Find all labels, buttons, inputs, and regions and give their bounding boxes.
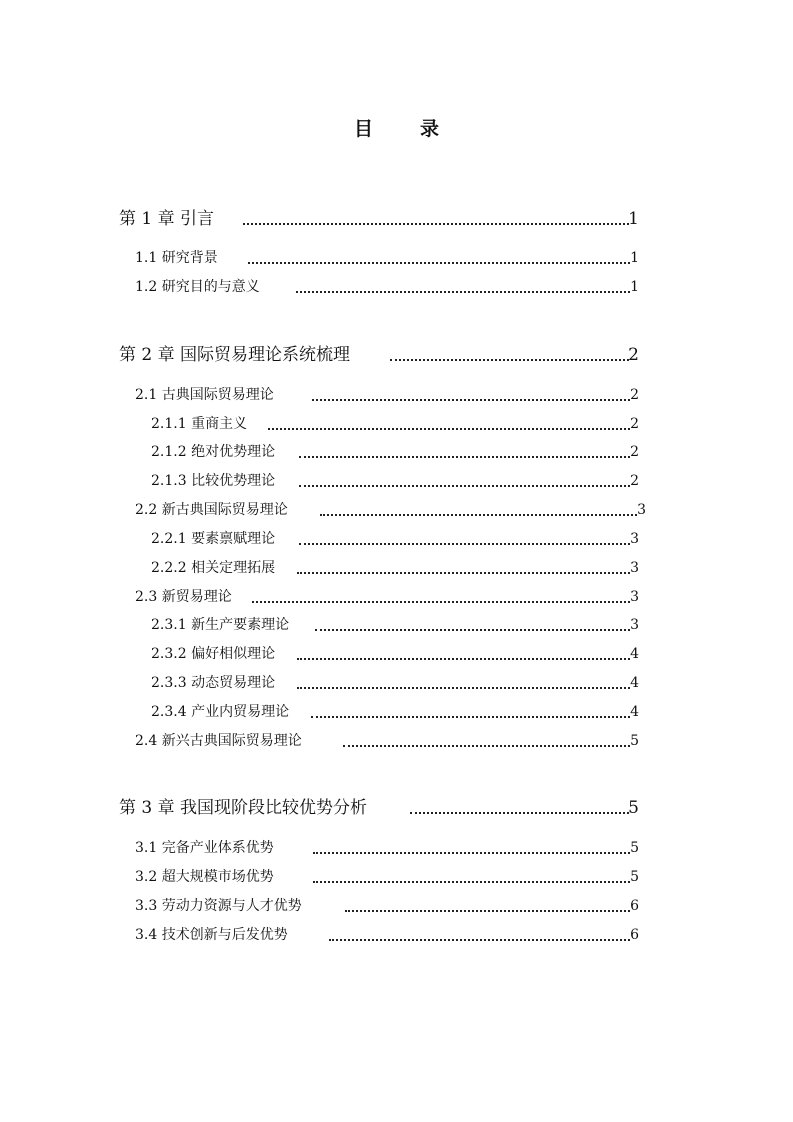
dot-leader bbox=[313, 852, 630, 854]
dot-leader bbox=[297, 687, 630, 689]
toc-entry-label: 2.1.3 比较优势理论 bbox=[151, 473, 276, 489]
dot-leader bbox=[313, 881, 630, 883]
page-title: 目 录 bbox=[353, 118, 453, 140]
dot-leader bbox=[297, 658, 630, 660]
toc-entry-page: 1 bbox=[630, 250, 639, 266]
dot-leader bbox=[320, 514, 637, 516]
toc-entry-label: 2.2.1 要素禀赋理论 bbox=[151, 531, 276, 547]
toc-entry-label: 2.3.3 动态贸易理论 bbox=[151, 675, 276, 691]
toc-section-entry bbox=[0, 246, 793, 270]
toc-entry-page: 3 bbox=[630, 560, 639, 576]
toc-subsection-entry bbox=[0, 469, 793, 493]
toc-entry-page: 6 bbox=[630, 898, 639, 914]
dot-leader bbox=[243, 223, 629, 225]
toc-subsection-entry bbox=[0, 700, 793, 724]
toc-entry-page: 6 bbox=[630, 927, 639, 943]
toc-section-entry bbox=[0, 836, 793, 860]
toc-section-entry bbox=[0, 383, 793, 407]
dot-leader bbox=[410, 812, 629, 814]
toc-entry-label: 1.2 研究目的与意义 bbox=[135, 279, 260, 295]
toc-subsection-entry bbox=[0, 412, 793, 436]
dot-leader bbox=[329, 939, 630, 941]
dot-leader bbox=[299, 543, 630, 545]
toc-entry-label: 3.2 超大规模市场优势 bbox=[135, 869, 274, 885]
dot-leader bbox=[311, 716, 630, 718]
toc-section-entry bbox=[0, 865, 793, 889]
toc-entry-label: 3.1 完备产业体系优势 bbox=[135, 840, 274, 856]
dot-leader bbox=[297, 572, 630, 574]
toc-entry-label: 2.3 新贸易理论 bbox=[135, 589, 232, 605]
toc-entry-label: 2.1 古典国际贸易理论 bbox=[135, 387, 274, 403]
toc-entry-label: 第 1 章 引言 bbox=[119, 209, 215, 229]
toc-entry-label: 2.1.1 重商主义 bbox=[151, 416, 248, 432]
toc-subsection-entry bbox=[0, 440, 793, 464]
toc-entry-label: 2.3.4 产业内贸易理论 bbox=[151, 704, 290, 720]
toc-entry-page: 5 bbox=[630, 869, 639, 885]
toc-entry-label: 2.3.1 新生产要素理论 bbox=[151, 617, 290, 633]
dot-leader bbox=[248, 262, 630, 264]
toc-entry-page: 4 bbox=[630, 704, 639, 720]
toc-entry-page: 2 bbox=[630, 416, 639, 432]
toc-entry-label: 3.4 技术创新与后发优势 bbox=[135, 927, 288, 943]
toc-entry-page: 3 bbox=[630, 589, 639, 605]
dot-leader bbox=[296, 291, 630, 293]
toc-subsection-entry bbox=[0, 527, 793, 551]
toc-entry-label: 2.1.2 绝对优势理论 bbox=[151, 444, 276, 460]
dot-leader bbox=[312, 399, 630, 401]
toc-entry-label: 1.1 研究背景 bbox=[135, 250, 218, 266]
toc-entry-page: 2 bbox=[630, 473, 639, 489]
dot-leader bbox=[299, 456, 630, 458]
toc-section-entry bbox=[0, 729, 793, 753]
dot-leader bbox=[345, 910, 630, 912]
toc-entry-page: 5 bbox=[630, 733, 639, 749]
toc-subsection-entry bbox=[0, 556, 793, 580]
toc-entry-label: 2.3.2 偏好相似理论 bbox=[151, 646, 276, 662]
toc-entry-page: 4 bbox=[630, 675, 639, 691]
toc-entry-label: 2.2 新古典国际贸易理论 bbox=[135, 502, 288, 518]
dot-leader bbox=[315, 629, 630, 631]
toc-section-entry bbox=[0, 894, 793, 918]
toc-entry-label: 第 3 章 我国现阶段比较优势分析 bbox=[119, 798, 368, 818]
toc-entry-page: 1 bbox=[628, 209, 639, 229]
toc-entry-page: 1 bbox=[630, 279, 639, 295]
toc-entry-page: 5 bbox=[630, 840, 639, 856]
toc-entry-page: 3 bbox=[630, 617, 639, 633]
dot-leader bbox=[390, 359, 629, 361]
toc-entry-page: 4 bbox=[630, 646, 639, 662]
toc-chapter-entry bbox=[0, 207, 793, 231]
toc-subsection-entry bbox=[0, 671, 793, 695]
toc-entry-page: 2 bbox=[630, 444, 639, 460]
toc-entry-page: 3 bbox=[637, 502, 646, 518]
toc-chapter-entry bbox=[0, 343, 793, 367]
toc-entry-page: 2 bbox=[628, 345, 639, 365]
toc-entry-label: 3.3 劳动力资源与人才优势 bbox=[135, 898, 302, 914]
toc-subsection-entry bbox=[0, 642, 793, 666]
dot-leader bbox=[252, 601, 630, 603]
toc-section-entry bbox=[0, 923, 793, 947]
toc-entry-page: 5 bbox=[628, 798, 639, 818]
toc-subsection-entry bbox=[0, 613, 793, 637]
toc-section-entry bbox=[0, 275, 793, 299]
toc-section-entry bbox=[0, 498, 793, 522]
toc-section-entry bbox=[0, 585, 793, 609]
dot-leader bbox=[268, 428, 630, 430]
toc-entry-label: 2.2.2 相关定理拓展 bbox=[151, 560, 276, 576]
toc-entry-label: 2.4 新兴古典国际贸易理论 bbox=[135, 733, 302, 749]
toc-entry-label: 第 2 章 国际贸易理论系统梳理 bbox=[119, 345, 351, 365]
dot-leader bbox=[299, 485, 630, 487]
toc-chapter-entry bbox=[0, 796, 793, 820]
toc-entry-page: 3 bbox=[630, 531, 639, 547]
dot-leader bbox=[343, 745, 630, 747]
toc-entry-page: 2 bbox=[630, 387, 639, 403]
